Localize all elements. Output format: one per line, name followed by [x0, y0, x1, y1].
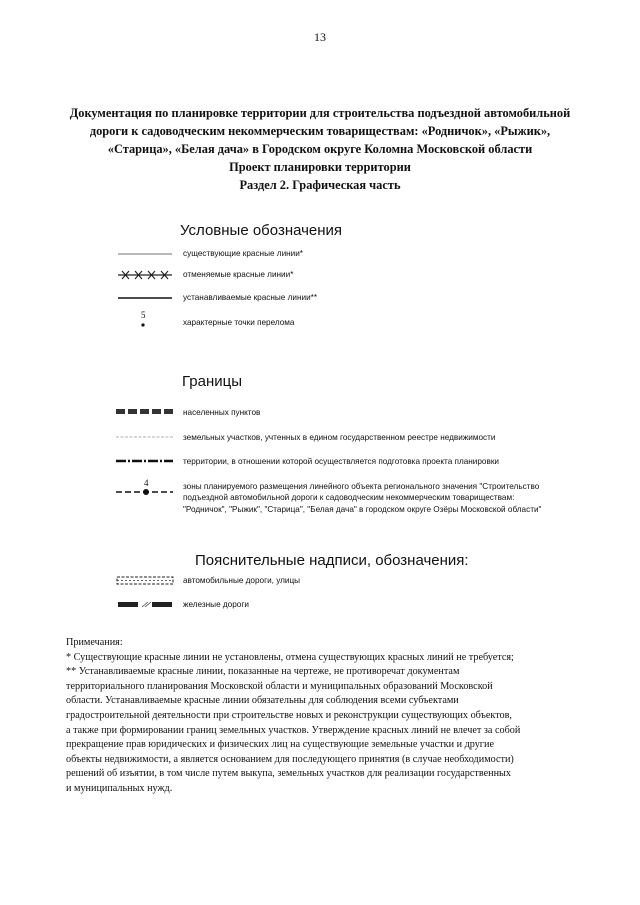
title-line: «Старица», «Белая дача» в Городском округе Коломна Московской области	[107, 142, 533, 156]
settlement-border-symbol	[116, 406, 174, 418]
note-line: * Существующие красные линии не установлены, отмена существующих красных линий не требуется;	[66, 651, 514, 663]
cancelled-red-line-symbol	[118, 268, 173, 282]
document-title	[40, 104, 600, 194]
placement-zone-border-symbol	[116, 477, 174, 499]
existing-red-line-symbol	[118, 247, 173, 261]
legend-label: отменяемые красные линии*	[183, 270, 294, 279]
note-line: области. Устанавливаемые красные линии обязательны для соблюдения всеми субъектами	[66, 695, 459, 707]
legend-label: населенных пунктов	[183, 408, 261, 417]
legend-label-line: зоны планируемого размещения линейного объекта регионального значения "Строительство	[183, 482, 540, 491]
title-line: Раздел 2. Графическая часть	[239, 178, 401, 192]
title-line: дороги к садоводческим некоммерческим товариществам: «Родничок», «Рыжик»,	[89, 124, 551, 138]
legend-label: существующие красные линии*	[183, 249, 303, 258]
placement-zone-point-number: 4	[144, 478, 149, 488]
note-line: градостроительной деятельности при строительстве новых и реконструкции существующих объектов,	[66, 709, 512, 721]
legend-label-line: "Родничок", "Рыжик", "Старица", "Белая дача" в городском округе Озёры Московской области"	[183, 504, 542, 514]
road-symbol	[116, 575, 174, 587]
legend-label: территории, в отношении которой осуществляется подготовка проекта планировки	[183, 457, 499, 466]
legend-label: автомобильные дороги, улицы	[183, 576, 301, 585]
land-plot-border-symbol	[116, 431, 174, 443]
page-number: 13	[314, 30, 326, 44]
title-line: Проект планировки территории	[229, 160, 411, 174]
note-line: и муниципальных нужд.	[66, 782, 173, 794]
notes-heading: Примечания:	[66, 637, 123, 648]
break-point-symbol	[136, 309, 156, 331]
legend-label-line: подъездной автомобильной дороги к садоводческим некоммерческим товариществам:	[183, 493, 515, 503]
note-line: а также при формировании границ земельных участков. Утверждение красных линий не влечет за собой	[66, 724, 521, 736]
note-line: ** Устанавливаемые красные линии, показанные на чертеже, не противоречат документам	[66, 666, 460, 678]
planning-territory-border-symbol	[116, 455, 174, 467]
legend-label: характерные точки перелома	[183, 318, 295, 327]
legend-label: земельных участков, учтенных в едином государственном реестре недвижимости	[183, 433, 496, 442]
note-line: территориального планирования Московской области и муниципальных образований Московской	[66, 680, 493, 692]
legend-label-multiline	[183, 481, 541, 515]
new-red-line-symbol	[118, 291, 173, 305]
borders-heading: Границы	[182, 373, 242, 390]
explanations-heading: Пояснительные надписи, обозначения:	[195, 552, 469, 569]
railway-symbol	[116, 599, 174, 611]
note-line: объекты недвижимости, а является основанием для последующего принятия (в случае необходимости)	[66, 753, 514, 765]
notes-block	[66, 636, 606, 797]
note-line: прекращение прав юридических и физических лиц на существующие земельные участки и другие	[66, 739, 494, 751]
legend-heading: Условные обозначения	[180, 222, 343, 239]
break-point-number: 5	[141, 310, 146, 320]
legend-label: железные дороги	[183, 600, 249, 609]
title-line: Документация по планировке территории для строительства подъездной автомобильной	[69, 106, 571, 120]
legend-label: устанавливаемые красные линии**	[183, 293, 318, 302]
note-line: решений об изъятии, в том числе путем выкупа, земельных участков для реализации государственных	[66, 768, 511, 780]
